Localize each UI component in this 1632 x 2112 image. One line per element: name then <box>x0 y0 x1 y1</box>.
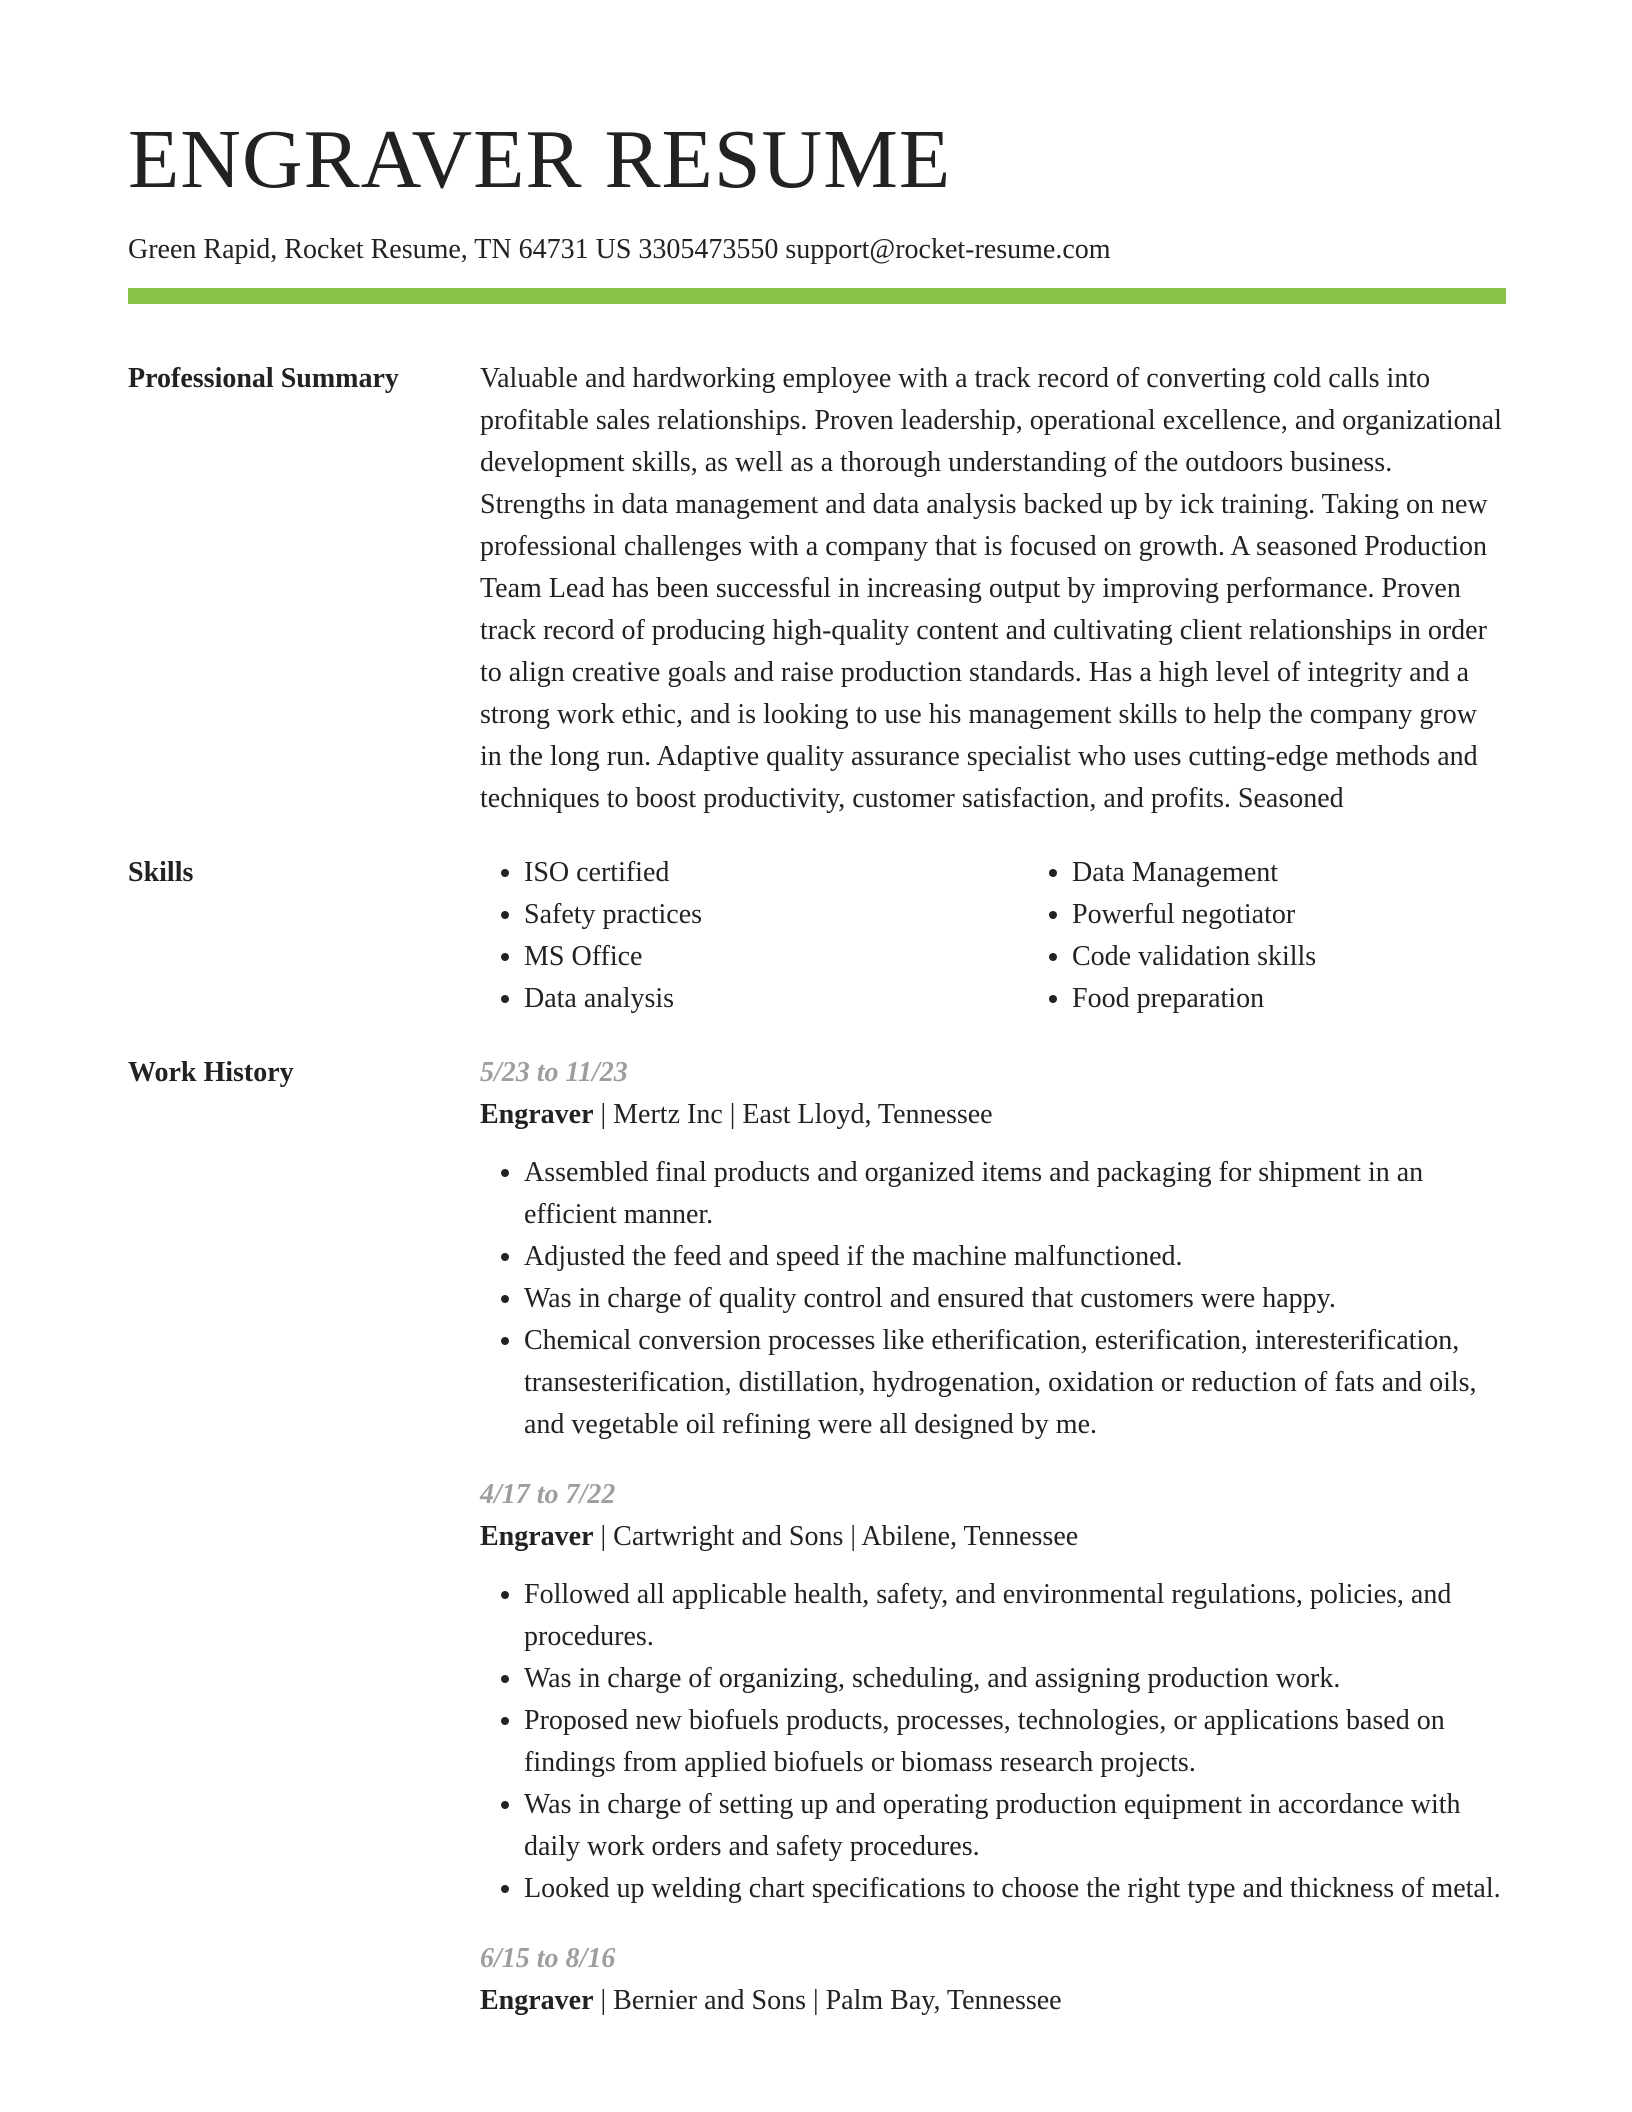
skill-item: • Data Management <box>1072 852 1576 894</box>
job-header <box>480 1094 1506 1136</box>
resume-title: ENGRAVER RESUME <box>128 113 952 206</box>
job-title: Engraver <box>480 1521 594 1552</box>
job-company-location: | Mertz Inc | East Lloyd, Tennessee <box>593 1099 993 1130</box>
contact-line: Green Rapid, Rocket Resume, TN 64731 US 3305473550 support@rocket-resume.com <box>128 234 1111 265</box>
job-duty: • Adjusted the feed and speed if the machine malfunctioned. <box>524 1236 1506 1278</box>
job-entry <box>480 1052 1506 1446</box>
job-header <box>480 1516 1506 1558</box>
skills-list-right <box>1028 852 1576 1020</box>
skills-section <box>128 852 1506 1052</box>
skill-item: • Safety practices <box>524 894 1028 936</box>
skill-item: • ISO certified <box>524 852 1028 894</box>
job-dates: 4/17 to 7/22 <box>480 1479 616 1510</box>
job-duty: • Was in charge of organizing, scheduling, and assigning production work. <box>524 1658 1506 1700</box>
skill-item: • MS Office <box>524 936 1028 978</box>
job-dates: 5/23 to 11/23 <box>480 1057 628 1088</box>
accent-divider <box>128 288 1506 304</box>
job-duty: • Proposed new biofuels products, processes, technologies, or applications based on findings from applied biofuels or biomass research projects. <box>524 1700 1506 1784</box>
job-duty: • Assembled final products and organized items and packaging for shipment in an efficient manner. <box>524 1152 1506 1236</box>
section-heading-work-history: Work History <box>128 1057 294 1088</box>
skill-item: • Data analysis <box>524 978 1028 1020</box>
work-history-section <box>128 1052 1506 2050</box>
resume-page <box>128 0 1506 2050</box>
skills-list-left <box>480 852 1028 1020</box>
job-company-location: | Bernier and Sons | Palm Bay, Tennessee <box>593 1985 1062 2016</box>
professional-summary-section <box>128 358 1506 852</box>
skill-item: • Food preparation <box>1072 978 1576 1020</box>
job-duty: • Was in charge of setting up and operating production equipment in accordance with daily work orders and safety procedures. <box>524 1784 1506 1868</box>
job-entry <box>480 1474 1506 1910</box>
job-duties-list <box>480 1574 1506 1910</box>
job-dates: 6/15 to 8/16 <box>480 1943 616 1974</box>
summary-text: Valuable and hardworking employee with a track record of converting cold calls into profitable sales relationships. Proven leadership, operational excellence, and organizational development skills, as well as a thorough understanding of the outdoors business. Strengths in data management and data analysis backed up by ick training. Taking on new professional challenges with a company that is focused on growth. A seasoned Production Team Lead has been successful in increasing output by improving performance. Proven track record of producing high-quality content and cultivating client relationships in order to align creative goals and raise production standards. Has a high level of integrity and a strong work ethic, and is looking to use his management skills to help the company grow in the long run. Adaptive quality assurance specialist who uses cutting-edge methods and techniques to boost productivity, customer satisfaction, and profits. Seasoned <box>480 363 1502 814</box>
job-duty: • Looked up welding chart specifications to choose the right type and thickness of metal. <box>524 1868 1506 1910</box>
job-duties-list <box>480 1152 1506 1446</box>
job-header <box>480 1980 1506 2022</box>
job-duty: • Followed all applicable health, safety, and environmental regulations, policies, and procedures. <box>524 1574 1506 1658</box>
section-heading-skills: Skills <box>128 857 194 888</box>
job-entry <box>480 1938 1506 2022</box>
job-title: Engraver <box>480 1099 594 1130</box>
job-title: Engraver <box>480 1985 594 2016</box>
job-duty: • Was in charge of quality control and ensured that customers were happy. <box>524 1278 1506 1320</box>
job-duty: • Chemical conversion processes like etherification, esterification, interesterification, transesterification, distillation, hydrogenation, oxidation or reduction of fats and oils, and vegetable oil refining were all designed by me. <box>524 1320 1506 1446</box>
section-heading-summary: Professional Summary <box>128 363 399 394</box>
job-company-location: | Cartwright and Sons | Abilene, Tennessee <box>593 1521 1079 1552</box>
skill-item: • Powerful negotiator <box>1072 894 1576 936</box>
skill-item: • Code validation skills <box>1072 936 1576 978</box>
